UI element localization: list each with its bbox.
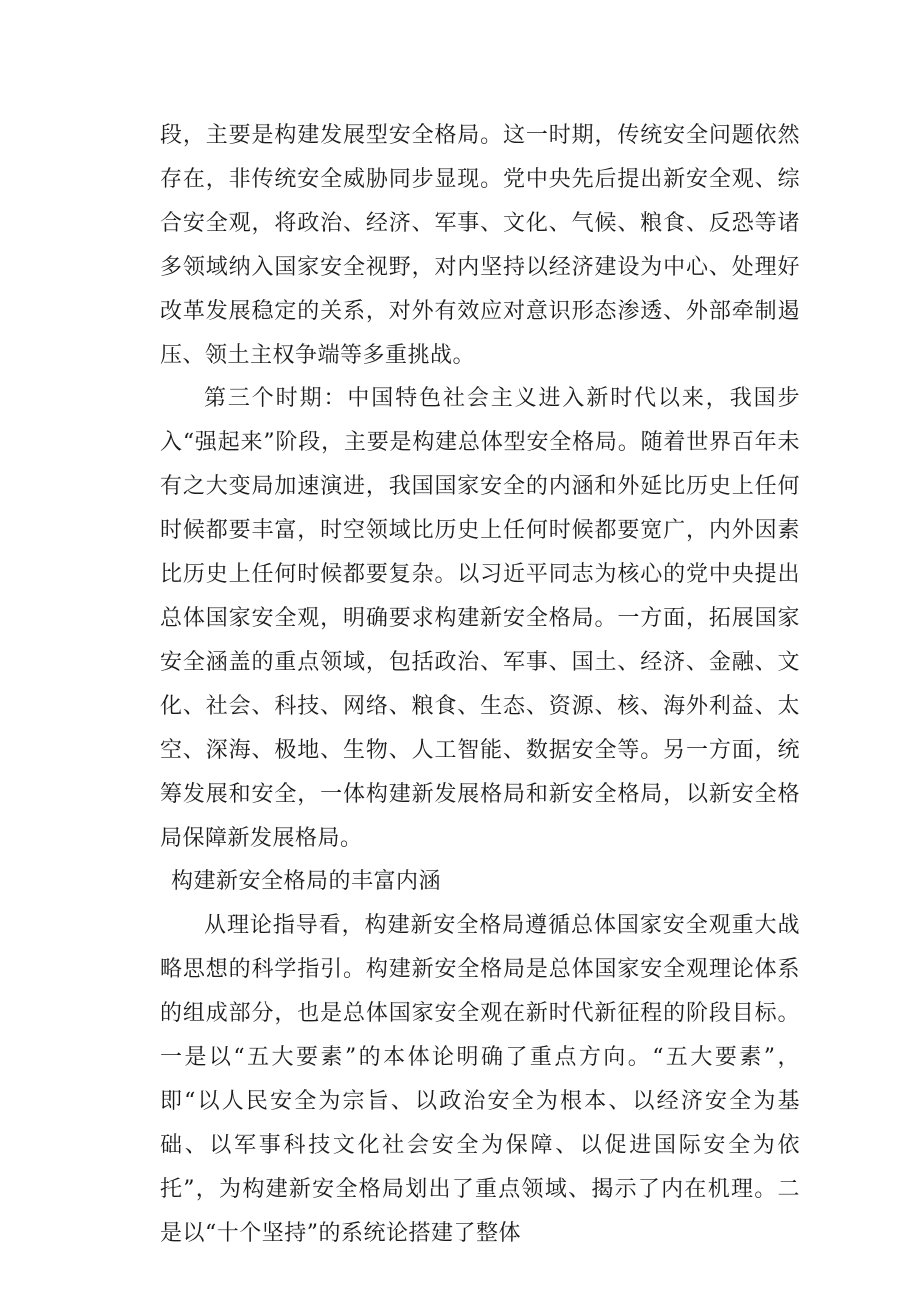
paragraph-third-period: 第三个时期：中国特色社会主义进入新时代以来，我国步入“强起来”阶段，主要是构建总体型安全格局。随着世界百年未有之大变局加速演进，我国国家安全的内涵和外延比历史上任何时候都要丰富，时空领域比历史上任何时候都要宽广，内外因素比历史上任何时候都要复杂。以习近平同志为核心的党中央提出总体国家安全观，明确要求构建新安全格局。一方面，拓展国家安全涵盖的重点领域，包括政治、军事、国土、经济、金融、文化、社会、科技、网络、粮食、生态、资源、核、海外利益、太空、深海、极地、生物、人工智能、数据安全等。另一方面，统筹发展和安全，一体构建新发展格局和新安全格局，以新安全格局保障新发展格局。 [160, 386, 800, 851]
document-body [160, 114, 800, 1256]
paragraph-security-pattern-period-two: 段，主要是构建发展型安全格局。这一时期，传统安全问题依然存在，非传统安全威胁同步显现。党中央先后提出新安全观、综合安全观，将政治、经济、军事、文化、气候、粮食、反恐等诸多领域纳入国家安全视野，对内坚持以经济建设为中心、处理好改革发展稳定的关系，对外有效应对意识形态渗透、外部牵制遏压、领土主权争端等多重挑战。 [160, 123, 800, 368]
paragraph-theoretical-guidance: 从理论指导看，构建新安全格局遵循总体国家安全观重大战略思想的科学指引。构建新安全格局是总体国家安全观理论体系的组成部分，也是总体国家安全观在新时代新征程的阶段目标。一是以“五大要素”的本体论明确了重点方向。“五大要素”，即“以人民安全为宗旨、以政治安全为根本、以经济安全为基础、以军事科技文化社会安全为保障、以促进国际安全为依托”，为构建新安全格局划出了重点领域、揭示了内在机理。二是以“十个坚持”的系统论搭建了整体 [160, 913, 800, 1246]
section-heading: 构建新安全格局的丰富内涵 [171, 869, 442, 895]
